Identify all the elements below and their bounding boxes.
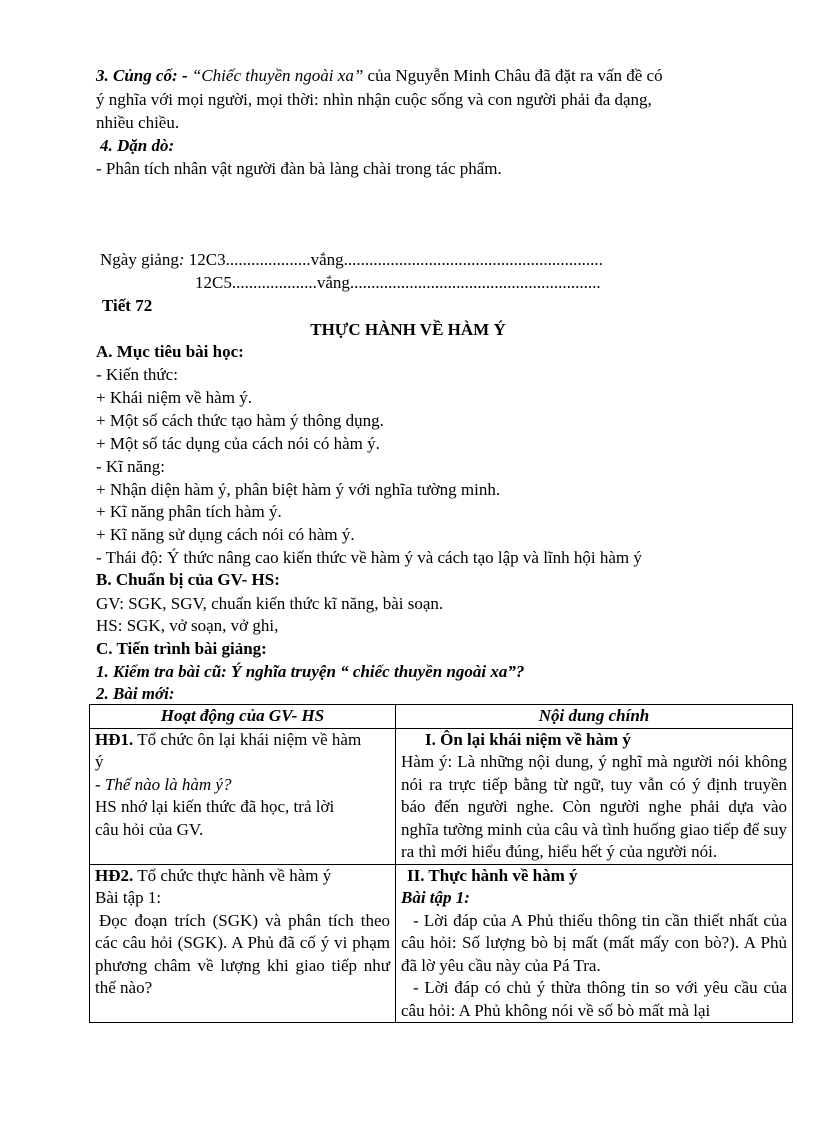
row1-activity-cell [90, 728, 396, 864]
row2-activity-label: HĐ2. [95, 865, 134, 885]
table-row [90, 728, 793, 864]
section-a-line: + Một số tác dụng của cách nói có hàm ý. [96, 434, 380, 453]
schedule-row-1 [100, 250, 603, 270]
row2-content-para: - Lời đáp có chủ ý thừa thông tin so với yêu cầu của câu hỏi: A Phủ không nói về số bò mất mà lại [401, 978, 787, 1020]
schedule-row-1-text: 12C3....................vắng............................................................. [184, 250, 603, 269]
cung-co-line-3: nhiều chiều. [96, 113, 180, 132]
row2-activity-title: Tổ chức thực hành về hàm ý [133, 865, 332, 885]
table-header-row [90, 705, 793, 729]
dan-do-label: 4. Dặn dò: [100, 136, 175, 155]
dan-do-text: - Phân tích nhân vật người đàn bà làng chài trong tác phẩm. [96, 159, 502, 178]
cung-co-dash: - [177, 66, 192, 85]
row2-activity-text: Đọc đoạn trích (SGK) và phân tích theo các câu hỏi (SGK). A Phủ đã cố ý vi phạm phương châm về lượng khi giao tiếp như thế nào? [95, 910, 390, 997]
section-b-gv: GV: SGK, SGV, chuẩn kiến thức kĩ năng, bài soạn. [96, 594, 444, 613]
section-a-line: + Một số cách thức tạo hàm ý thông dụng. [96, 411, 384, 430]
cung-co-line-2: ý nghĩa với mọi người, mọi thời: nhìn nhận cuộc sống và con người phải đa dạng, [96, 90, 652, 109]
row1-activity-question: - Thế nào là hàm ý? [95, 774, 232, 794]
row2-content-cell [396, 864, 793, 1023]
row1-content-text: Hàm ý: Là những nội dung, ý nghĩ mà người nói không nói ra trực tiếp bằng từ ngữ, tuy vẫn có ý định truyền báo đến người nghe. Còn người nghe phải dựa vào nghĩa tường minh của câu và tình huống giao tiếp để suy ra thì mới hiểu đúng, hiểu hết ý của người nói. [401, 752, 787, 861]
section-a-line: - Kiến thức: [96, 365, 178, 384]
row1-activity-line: HS nhớ lại kiến thức đã học, trả lời [95, 797, 335, 816]
row2-content-heading: II. Thực hành về hàm ý [407, 865, 578, 885]
section-a-line: + Nhận diện hàm ý, phân biệt hàm ý với nghĩa tường minh. [96, 480, 501, 499]
schedule-row-2: 12C5....................vắng........................................................... [195, 273, 601, 292]
schedule-colon: : [178, 250, 185, 269]
lesson-table [89, 704, 793, 1023]
section-c-heading: C. Tiến trình bài giảng: [96, 639, 267, 658]
cung-co-line-1 [96, 66, 663, 86]
row2-content-subheading: Bài tập 1: [401, 888, 470, 907]
cung-co-text-1: của Nguyễn Minh Châu đã đặt ra vấn đề có [363, 66, 663, 85]
row2-activity-line: Bài tập 1: [95, 888, 162, 907]
section-a-line: - Thái độ: Ý thức nâng cao kiến thức về hàm ý và cách tạo lập và lĩnh hội hàm ý [96, 548, 642, 567]
section-a-heading: A. Mục tiêu bài học: [96, 342, 244, 361]
row1-content-heading: I. Ôn lại khái niệm về hàm ý [425, 729, 631, 749]
row1-activity-label: HĐ1. [95, 729, 134, 749]
section-a-line: + Kĩ năng sử dụng cách nói có hàm ý. [96, 525, 355, 544]
lesson-number: Tiết 72 [102, 296, 153, 315]
section-c-step-2: 2. Bài mới: [96, 684, 175, 703]
row2-activity-cell [90, 864, 396, 1023]
lesson-title: THỰC HÀNH VỀ HÀM Ý [310, 320, 506, 339]
schedule-label: Ngày giảng [100, 250, 179, 269]
section-b-hs: HS: SGK, vở soạn, vở ghi, [96, 616, 279, 635]
section-b-heading: B. Chuẩn bị của GV- HS: [96, 570, 280, 589]
section-a-line: - Kĩ năng: [96, 457, 165, 476]
table-header-left: Hoạt động của GV- HS [90, 705, 396, 729]
row1-activity-title: Tổ chức ôn lại khái niệm về hàm [133, 729, 362, 749]
cung-co-title: “Chiếc thuyền ngoài xa” [191, 66, 364, 85]
section-c-step-1: 1. Kiểm tra bài cũ: Ý nghĩa truyện “ chiếc thuyền ngoài xa”? [96, 662, 525, 681]
row2-content-para: - Lời đáp của A Phủ thiếu thông tin cần thiết nhất của câu hỏi: Số lượng bò bị mất (mất mấy con bò?). A Phủ đã lờ yêu cầu này của Pá Tra. [401, 910, 787, 975]
section-a-line: + Kĩ năng phân tích hàm ý. [96, 502, 282, 521]
table-header-right: Nội dung chính [396, 705, 793, 729]
section-a-line: + Khái niệm về hàm ý. [96, 388, 252, 407]
cung-co-label: 3. Củng cố: [96, 66, 178, 85]
row1-content-cell [396, 728, 793, 864]
row1-activity-line: ý [95, 752, 104, 771]
table-row [90, 864, 793, 1023]
row1-activity-line: câu hỏi của GV. [95, 819, 204, 839]
